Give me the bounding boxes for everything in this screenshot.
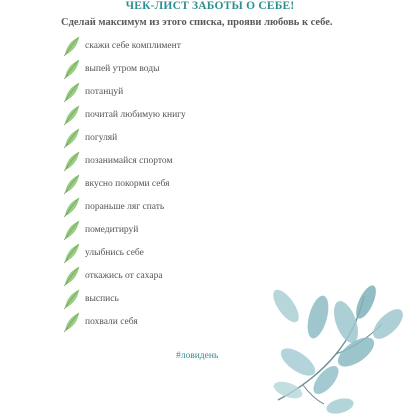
list-item[interactable] — [62, 310, 262, 333]
list-item-label: выпей утром воды — [85, 63, 160, 74]
list-item[interactable] — [62, 34, 262, 57]
leaf-icon — [62, 265, 82, 287]
list-item-label: откажись от сахара — [85, 270, 163, 281]
leaf-icon — [62, 242, 82, 264]
list-item[interactable] — [62, 241, 262, 264]
list-item-label: вкусно покорми себя — [85, 178, 170, 189]
list-item[interactable] — [62, 57, 262, 80]
list-item-label: скажи себе комплимент — [85, 40, 181, 51]
list-item-label: пораньше ляг спать — [85, 201, 165, 212]
leaf-icon — [62, 173, 82, 195]
list-item[interactable] — [62, 195, 262, 218]
list-item-label: похвали себя — [85, 316, 138, 327]
leaf-icon — [62, 196, 82, 218]
leaf-icon — [62, 35, 82, 57]
list-item-label: погуляй — [85, 132, 118, 143]
list-item[interactable] — [62, 287, 262, 310]
leaf-icon — [62, 288, 82, 310]
page-title: ЧЕК-ЛИСТ ЗАБОТЫ О СЕБЕ! — [125, 0, 295, 12]
list-item-label: потанцуй — [85, 86, 124, 97]
list-item-label: улыбнись себе — [85, 247, 144, 258]
leaf-icon — [62, 127, 82, 149]
list-item-label: позанимайся спортом — [85, 155, 173, 166]
list-item-label: выспись — [85, 293, 119, 304]
list-item-label: помедитируй — [85, 224, 139, 235]
page-subtitle: Сделай максимум из этого списка, прояви любовь к себе. — [61, 17, 333, 28]
list-item[interactable] — [62, 126, 262, 149]
list-item[interactable] — [62, 172, 262, 195]
eucalyptus-branch-icon — [258, 282, 420, 420]
checklist — [62, 34, 262, 333]
list-item[interactable] — [62, 149, 262, 172]
list-item-label: почитай любимую книгу — [85, 109, 186, 120]
list-item[interactable] — [62, 218, 262, 241]
list-item[interactable] — [62, 264, 262, 287]
leaf-icon — [62, 104, 82, 126]
leaf-icon — [62, 219, 82, 241]
leaf-icon — [62, 311, 82, 333]
leaf-icon — [62, 81, 82, 103]
list-item[interactable] — [62, 103, 262, 126]
list-item[interactable] — [62, 80, 262, 103]
leaf-icon — [62, 150, 82, 172]
leaf-icon — [62, 58, 82, 80]
hashtag: #ловидень — [176, 351, 219, 361]
